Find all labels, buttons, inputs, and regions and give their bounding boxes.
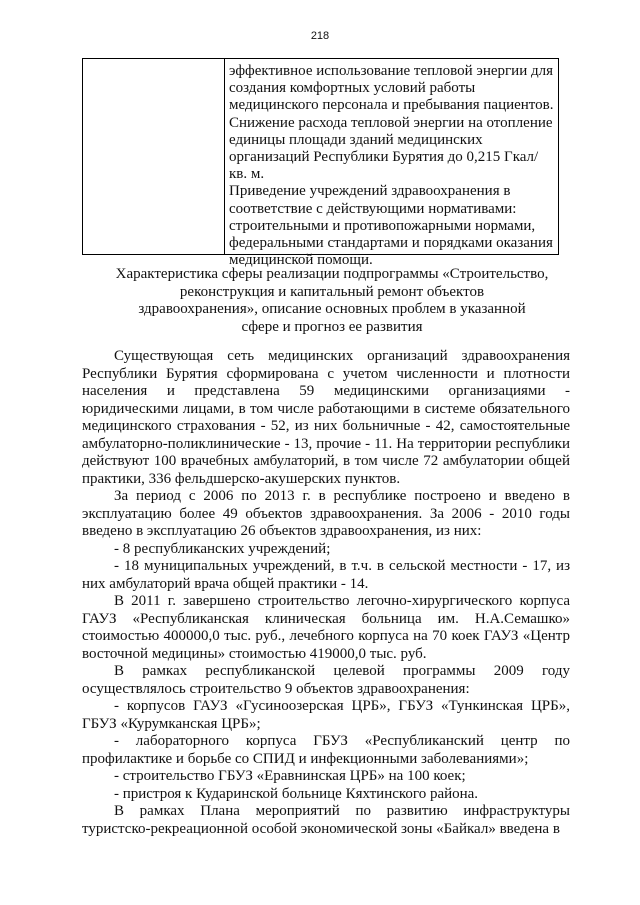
table-text: эффективное использование тепловой энергии для создания комфортных условий работы медицинского персонала и пребывания пациентов. Снижение расхода тепловой энергии на отопление единицы площади зданий медицинских организаций Республики Бурятия до 0,215 Гкал/кв. м. [229, 63, 554, 183]
table-right-cell [225, 59, 560, 269]
paragraph: За период с 2006 по 2013 г. в республике построено и введено в эксплуатацию более 49 объектов здравоохранения. За 2006 - 2010 годы введено в эксплуатацию 26 объектов здравоохранения, из них: [82, 488, 570, 539]
list-item: - строительство ГБУЗ «Еравнинская ЦРБ» на 100 коек; [114, 768, 466, 784]
heading-line: здравоохранения», описание основных проблем в указанной [138, 301, 526, 317]
list-item: - 8 республиканских учреждений; [114, 540, 331, 557]
list-item: - 18 муниципальных учреждений, в т.ч. в сельской местности - 17, из них амбулаторий врача общей практики - 14. [82, 558, 570, 592]
body-text [82, 348, 570, 838]
paragraph: В рамках Плана мероприятий по развитию инфраструктуры туристско-рекреационной особой экономической зоны «Байкал» введена в [82, 803, 570, 837]
page-number: 218 [310, 30, 330, 42]
heading-line: реконструкция и капитальный ремонт объектов [179, 283, 485, 300]
list-item: - пристроя к Кударинской больнице Кяхтинского района. [114, 785, 479, 802]
list-item: - корпусов ГАУЗ «Гусиноозерская ЦРБ», ГБУЗ «Тункинская ЦРБ», ГБУЗ «Курумканская ЦРБ»; [82, 698, 570, 732]
table-left-cell [83, 59, 225, 254]
paragraph: Существующая сеть медицинских организаций здравоохранения Республики Бурятия сформирована с учетом численности и плотности населения и представлена 59 медицинскими организациями - юридическими лицами, в том числе работающими в системе обязательного медицинского страхования - 52, из них больничные - 42, самостоятельные амбулаторно-поликлинические - 13, прочие - 11. На территории республики действуют 100 врачебных амбулаторий, в том числе 72 амбулатории общей практики, 336 фельдшерско-акушерских пунктов. [82, 348, 570, 487]
heading-line: Характеристика сферы реализации подпрограммы «Строительство, [115, 266, 549, 282]
table-text: Приведение учреждений здравоохранения в соответствие с действующими нормативами: строительными и противопожарными нормами, федеральными стандартами и порядками оказания медицинской помощи. [229, 183, 553, 269]
list-item: - лабораторного корпуса ГБУЗ «Республиканский центр по профилактике и борьбе со СПИД и инфекционными заболеваниями»; [82, 733, 570, 767]
paragraph: В 2011 г. завершено строительство легочно-хирургического корпуса ГАУЗ «Республиканская клиническая больница им. Н.А.Семашко» стоимостью 400000,0 тыс. руб., лечебного корпуса на 70 коек ГАУЗ «Центр восточной медицины» стоимостью 419000,0 тыс. руб. [82, 593, 570, 662]
heading-line: сфере и прогноз ее развития [241, 318, 423, 335]
paragraph: В рамках республиканской целевой программы 2009 году осуществлялось строительство 9 объектов здравоохранения: [82, 663, 570, 697]
table [82, 58, 559, 269]
section-heading [112, 266, 552, 336]
